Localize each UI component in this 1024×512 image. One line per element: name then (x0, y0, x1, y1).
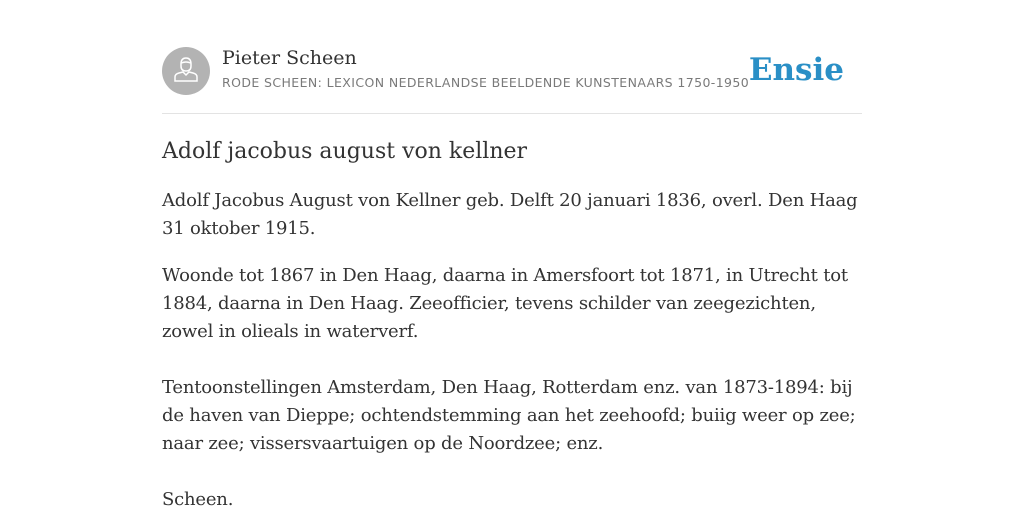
paragraph-spacer (162, 346, 862, 374)
article-title: Adolf jacobus august von kellner (162, 139, 528, 164)
paragraph: Adolf Jacobus August von Kellner geb. Delft 20 januari 1836, overl. Den Haag 31 oktober 1915. (162, 190, 858, 239)
paragraph: Woonde tot 1867 in Den Haag, daarna in Amersfoort tot 1871, in Utrecht tot 1884, daarna in Den Haag. Zeeofficier, tevens schilder van zeegezichten, zowel in olieals in waterverf. (162, 265, 848, 342)
article-body (162, 136, 862, 512)
paragraph-spacer (162, 458, 862, 486)
avatar[interactable] (162, 47, 210, 95)
paragraph: Tentoonstellingen Amsterdam, Den Haag, Rotterdam enz. van 1873-1894: bij de haven van Dieppe; ochtendstemming aan het zeehoofd; buiig weer op zee; naar zee; vissersvaartuigen op de Noordzee; enz. (162, 377, 856, 454)
author-name[interactable]: Pieter Scheen (222, 47, 357, 69)
source-title[interactable]: RODE SCHEEN: LEXICON NEDERLANDSE BEELDENDE KUNSTENAARS 1750-1950 (222, 75, 750, 90)
user-icon (173, 55, 199, 88)
article-header (162, 47, 862, 97)
paragraph: Scheen. (162, 489, 234, 510)
ensie-logo[interactable]: Ensie (748, 52, 844, 88)
divider (162, 113, 862, 114)
